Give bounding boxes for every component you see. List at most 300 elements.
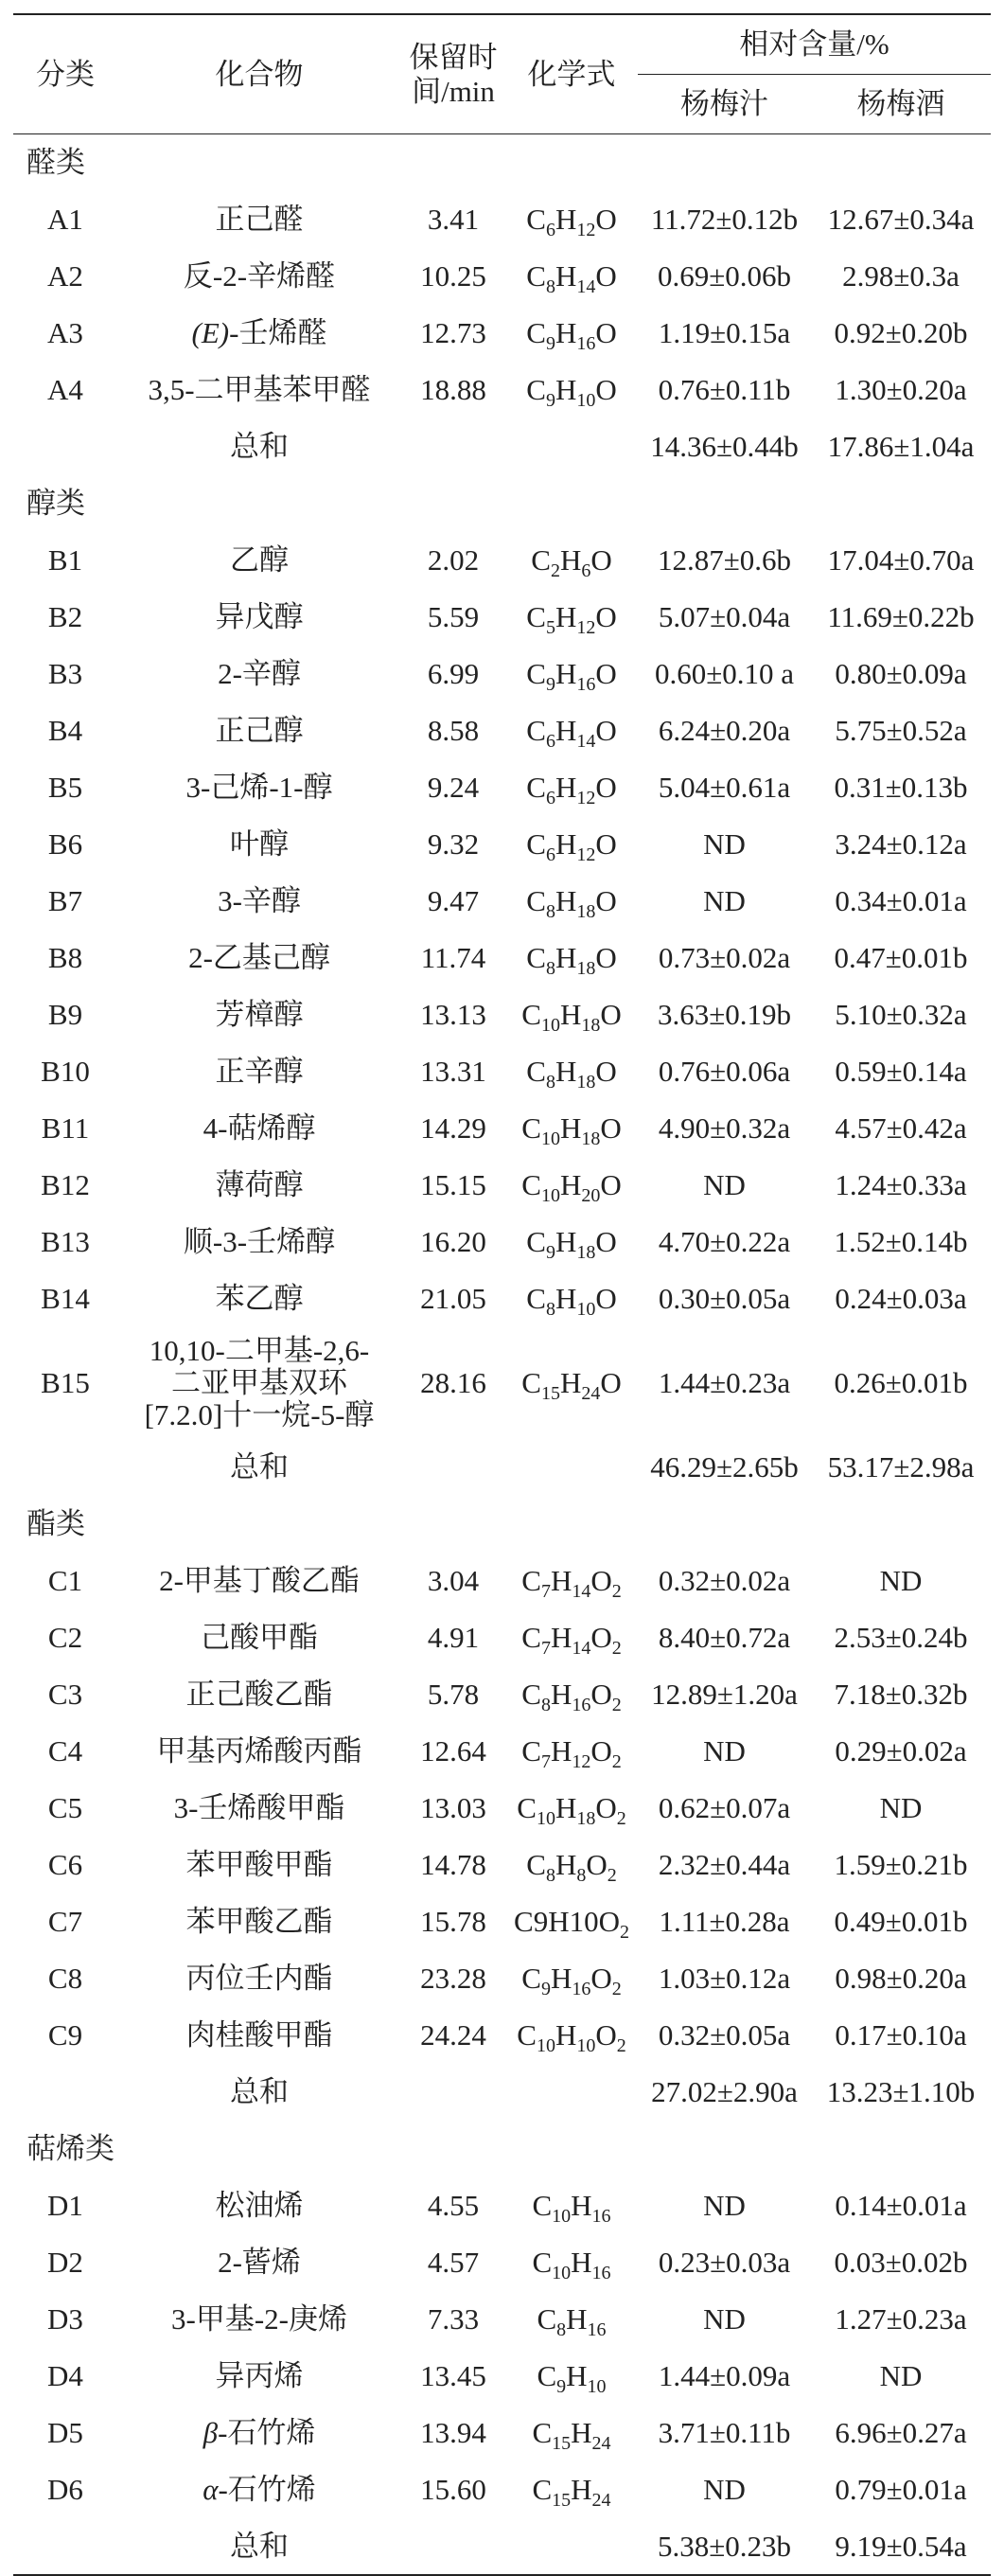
formula-element: C (537, 2359, 557, 2392)
formula-subscript: 9 (545, 1242, 555, 1263)
formula-element: H (571, 2473, 592, 2506)
formula-element: H (555, 827, 577, 861)
cell-juice-content: 0.32±0.02a (658, 1564, 791, 1597)
table-row (13, 702, 991, 759)
cell-compound-name: 乙醇 (230, 543, 289, 577)
formula-subscript: 10 (552, 2206, 572, 2227)
cell-wine-content: 17.04±0.70a (827, 543, 975, 577)
formula-subscript: 14 (576, 731, 596, 752)
formula-subscript: 10 (576, 1299, 596, 1320)
cell-wine-content: 11.69±0.22b (827, 600, 975, 633)
formula-subscript: 15 (552, 2433, 572, 2454)
cell-wine-content: ND (879, 1791, 923, 1824)
cell-retention-time: 24.24 (420, 2018, 486, 2052)
cell-compound-name: 顺-3-壬烯醇 (183, 1225, 336, 1258)
formula-element: C (517, 2018, 537, 2052)
table-row (13, 986, 991, 1043)
formula-element: O (595, 884, 617, 917)
cell-compound-name: 正己醛 (215, 203, 304, 236)
section-title: 酯类 (26, 1507, 85, 1540)
cell-compound-name: 肉桂酸甲酯 (185, 2018, 333, 2052)
cell-juice-content: 0.76±0.11b (658, 373, 791, 406)
cell-formula (505, 702, 638, 759)
formula-subscript: 8 (540, 1695, 551, 1715)
formula-subscript: 6 (545, 788, 555, 808)
formula-subscript: 18 (576, 1242, 596, 1263)
cell-compound-name (117, 2405, 401, 2461)
formula-element: C (521, 1678, 541, 1711)
cell-compound-name: 反-2-辛烯醛 (183, 259, 336, 293)
section-header-row (13, 134, 991, 192)
cell-wine-content: 1.59±0.21b (834, 1848, 968, 1881)
cell-juice-content: 0.62±0.07a (658, 1791, 791, 1824)
cell-wine-content: 0.03±0.02b (834, 2246, 968, 2279)
compound-prefix: (E) (191, 316, 230, 349)
cell-compound-name: 薄荷醇 (215, 1168, 304, 1201)
cell-juice-content: 3.71±0.11b (658, 2416, 791, 2449)
formula-element: O (590, 543, 612, 577)
cell-formula (505, 759, 638, 816)
cell-retention-time: 23.28 (420, 1962, 486, 1995)
total-row (13, 2518, 991, 2575)
total-row (13, 418, 991, 475)
formula-element: H (555, 2018, 577, 2052)
table-row (13, 362, 991, 418)
formula-element: O (595, 1055, 617, 1088)
volatile-compounds-table (13, 13, 991, 2576)
formula-subscript: 9 (545, 674, 555, 695)
formula-subscript: 6 (545, 220, 555, 240)
formula-subscript: 12 (572, 1751, 591, 1772)
formula-subscript: 16 (572, 1695, 591, 1715)
formula-element: H (550, 1678, 572, 1711)
cell-retention-time: 6.99 (427, 657, 480, 690)
table-row (13, 2007, 991, 2064)
formula-element: H (555, 714, 577, 747)
formula-subscript: 9 (545, 390, 555, 411)
cell-juice-content: 0.23±0.03a (658, 2246, 791, 2279)
cell-id: B14 (41, 1282, 90, 1315)
formula-subscript: 10 (536, 1808, 555, 1829)
total-label: 总和 (230, 2075, 289, 2108)
formula-element: C (526, 259, 546, 293)
formula-subscript: 24 (591, 2490, 611, 2511)
cell-compound-name: 异戊醇 (215, 600, 304, 633)
section-header-row (13, 2121, 991, 2177)
formula-element: H (555, 1225, 577, 1258)
cell-id: D6 (47, 2473, 83, 2506)
formula-subscript: 8 (556, 2319, 567, 2340)
cell-formula (505, 873, 638, 930)
section-title: 萜烯类 (26, 2132, 114, 2165)
formula-subscript: 8 (545, 1299, 555, 1320)
cell-id: D3 (47, 2302, 83, 2336)
cell-retention-time: 13.03 (420, 1791, 486, 1824)
cell-id: A2 (47, 259, 83, 293)
cell-juice-content: 0.76±0.06a (658, 1055, 791, 1088)
cell-compound-name: 松油烯 (215, 2189, 304, 2222)
formula-element: O (590, 1564, 612, 1597)
formula-subscript: 7 (540, 1581, 551, 1602)
cell-juice-content: ND (703, 2189, 746, 2222)
section-title: 醛类 (26, 146, 85, 179)
section-header-row (13, 475, 991, 532)
total-juice: 46.29±2.65b (650, 1450, 799, 1483)
cell-formula (505, 191, 638, 248)
formula-subscript: 14 (572, 1581, 591, 1602)
cell-juice-content: 12.87±0.6b (657, 543, 791, 577)
cell-id: B8 (47, 941, 83, 974)
cell-compound-name: 2-乙基己醇 (188, 941, 330, 974)
table-row (13, 1780, 991, 1837)
cell-retention-time: 8.58 (427, 714, 480, 747)
cell-wine-content: 0.79±0.01a (835, 2473, 967, 2506)
cell-formula (505, 305, 638, 362)
cell-id: C8 (47, 1962, 83, 1995)
cell-retention-time: 14.29 (420, 1111, 486, 1145)
cell-retention-time: 7.33 (427, 2302, 480, 2336)
total-wine: 53.17±2.98a (827, 1450, 975, 1483)
formula-subscript: 18 (576, 1808, 596, 1829)
formula-element: C (531, 543, 551, 577)
cell-wine-content: 0.34±0.01a (835, 884, 967, 917)
formula-subscript: 9 (545, 333, 555, 354)
cell-juice-content: 0.30±0.05a (658, 1282, 791, 1315)
cell-empty (505, 418, 638, 475)
formula-subscript: 8 (545, 1072, 555, 1093)
formula-element: O (595, 2018, 617, 2052)
cell-wine-content: 0.59±0.14a (835, 1055, 967, 1088)
cell-juice-content: 0.32±0.05a (658, 2018, 791, 2052)
cell-retention-time: 10.25 (420, 259, 486, 293)
cell-empty (505, 2518, 638, 2575)
cell-wine-content: 3.24±0.12a (835, 827, 967, 861)
formula-subscript: 6 (581, 560, 591, 581)
formula-subscript: 2 (611, 1751, 622, 1772)
formula-subscript: 24 (591, 2433, 611, 2454)
formula-subscript: 14 (576, 276, 596, 297)
cell-formula (505, 1780, 638, 1837)
table-row (13, 930, 991, 986)
cell-wine-content: 5.75±0.52a (835, 714, 967, 747)
cell-empty (401, 418, 505, 475)
cell-compound-name: 芳樟醇 (215, 998, 304, 1031)
formula-element: H (571, 2246, 592, 2279)
cell-formula (505, 1214, 638, 1270)
formula-subscript: 18 (581, 1015, 601, 1036)
formula-subscript: 9 (556, 2376, 567, 2397)
formula-subscript: 10 (540, 1015, 560, 1036)
formula-subscript: 2 (619, 1922, 629, 1943)
cell-retention-time: 5.78 (427, 1678, 480, 1711)
cell-juice-content: ND (703, 884, 746, 917)
cell-formula (505, 2291, 638, 2348)
table-row (13, 1837, 991, 1893)
cell-compound-name: 苯甲酸甲酯 (185, 1848, 333, 1881)
total-wine: 13.23±1.10b (826, 2075, 976, 2108)
cell-id: C1 (47, 1564, 83, 1597)
formula-element: H (566, 2302, 588, 2336)
formula-element: H (555, 1055, 577, 1088)
cell-wine-content: 0.80±0.09a (835, 657, 967, 690)
formula-element: O (590, 1678, 612, 1711)
cell-formula (505, 1666, 638, 1723)
formula-element: C (517, 1791, 537, 1824)
cell-retention-time: 12.73 (420, 316, 486, 349)
formula-subscript: 8 (545, 1865, 555, 1886)
total-label: 总和 (230, 2529, 289, 2563)
cell-juice-content: 1.19±0.15a (658, 316, 791, 349)
formula-element: C (532, 2246, 553, 2279)
cell-juice-content: 6.24±0.20a (658, 714, 791, 747)
formula-element: C (521, 1366, 541, 1399)
cell-formula (505, 1327, 638, 1439)
formula-element: H (555, 941, 577, 974)
cell-id: B11 (41, 1111, 90, 1145)
cell-wine-content: 0.47±0.01b (834, 941, 968, 974)
formula-element: O (595, 373, 617, 406)
cell-compound-name: 2-辛醇 (218, 657, 301, 690)
formula-element: H (555, 316, 577, 349)
cell-compound-name (117, 2461, 401, 2518)
formula-element: H (555, 600, 577, 633)
formula-subscript: 2 (616, 2035, 626, 2056)
total-juice: 27.02±2.90a (651, 2075, 798, 2108)
cell-empty (505, 1439, 638, 1496)
formula-element: O (595, 714, 617, 747)
cell-wine-content: 0.24±0.03a (835, 1282, 967, 1315)
header-category: 分类 (36, 57, 95, 91)
cell-empty (13, 1439, 117, 1496)
header-retention-time-label: 保留时间/min (409, 40, 498, 108)
cell-id: B7 (47, 884, 83, 917)
cell-empty (13, 2064, 117, 2121)
cell-wine-content: 0.14±0.01a (835, 2189, 967, 2222)
cell-empty (505, 2064, 638, 2121)
cell-juice-content: 2.32±0.44a (658, 1848, 791, 1881)
cell-id: C5 (47, 1791, 83, 1824)
formula-element: C (532, 2189, 553, 2222)
compound-prefix: β (203, 2416, 219, 2449)
cell-id: D4 (47, 2359, 83, 2392)
cell-formula (505, 532, 638, 589)
cell-retention-time: 21.05 (420, 1282, 486, 1315)
cell-juice-content: 1.03±0.12a (658, 1962, 791, 1995)
cell-compound-name (117, 305, 401, 362)
formula-element: C (521, 1111, 541, 1145)
cell-id: B5 (47, 771, 83, 804)
cell-compound-name: 10,10-二甲基-2,6-二亚甲基双环[7.2.0]十一烷-5-醇 (144, 1334, 375, 1431)
cell-compound-name: 苯甲酸乙酯 (185, 1905, 333, 1938)
cell-formula (505, 2461, 638, 2518)
formula-subscript: 6 (545, 844, 555, 865)
formula-element: C (526, 203, 546, 236)
formula-element: H (555, 884, 577, 917)
formula-subscript: 8 (545, 901, 555, 922)
cell-compound-name: 苯乙醇 (215, 1282, 304, 1315)
formula-subscript: 10 (576, 390, 596, 411)
cell-compound-name: 正己酸乙酯 (185, 1678, 333, 1711)
formula-subscript: 8 (545, 958, 555, 979)
table-row (13, 191, 991, 248)
formula-element: O (590, 1734, 612, 1768)
header-wine: 杨梅酒 (856, 87, 945, 120)
formula-subscript: 7 (540, 1751, 551, 1772)
cell-formula (505, 1270, 638, 1327)
formula-element: O (595, 1791, 617, 1824)
table-row (13, 1893, 991, 1950)
table-row (13, 759, 991, 816)
volatile-compounds-table-page (13, 13, 991, 2576)
cell-id: D5 (47, 2416, 83, 2449)
compound-rest: -壬烯醛 (229, 316, 327, 349)
formula-subscript: 2 (611, 1638, 622, 1659)
cell-formula (505, 646, 638, 702)
cell-formula (505, 2405, 638, 2461)
header-compound: 化合物 (215, 57, 304, 91)
cell-empty (13, 2518, 117, 2575)
formula-subscript: 15 (540, 1383, 560, 1404)
table-row (13, 2177, 991, 2234)
cell-compound-name: 甲基丙烯酸丙酯 (156, 1734, 362, 1768)
formula-subscript: 7 (540, 1638, 551, 1659)
formula-element: H (566, 2359, 588, 2392)
cell-id: B12 (41, 1168, 90, 1201)
formula-element: C (526, 941, 546, 974)
cell-juice-content: 0.73±0.02a (658, 941, 791, 974)
formula-element: H (550, 1621, 572, 1654)
cell-formula (505, 362, 638, 418)
formula-element: O (595, 771, 617, 804)
formula-subscript: 2 (611, 1581, 622, 1602)
formula-subscript: 18 (576, 958, 596, 979)
section-header-row (13, 1496, 991, 1553)
compound-rest: -石竹烯 (218, 2416, 316, 2449)
header-relative-content: 相对含量/% (638, 14, 991, 75)
cell-juice-content: 1.11±0.28a (659, 1905, 790, 1938)
total-juice: 5.38±0.23b (657, 2529, 791, 2563)
cell-juice-content: 4.90±0.32a (658, 1111, 791, 1145)
formula-element: C (521, 1168, 541, 1201)
formula-element: C (526, 657, 546, 690)
table-row (13, 1100, 991, 1157)
formula-element: C9H10O (514, 1905, 620, 1938)
formula-element: C (526, 714, 546, 747)
table-row (13, 816, 991, 873)
cell-retention-time: 16.20 (420, 1225, 486, 1258)
cell-retention-time: 11.74 (420, 941, 486, 974)
formula-subscript: 10 (536, 2035, 555, 2056)
formula-subscript: 2 (550, 560, 560, 581)
formula-element: H (550, 1564, 572, 1597)
formula-element: O (595, 657, 617, 690)
formula-element: O (595, 1282, 617, 1315)
table-row (13, 873, 991, 930)
cell-juice-content: ND (703, 1734, 746, 1768)
cell-compound-name: 叶醇 (230, 827, 289, 861)
formula-subscript: 16 (587, 2319, 607, 2340)
cell-id: C7 (47, 1905, 83, 1938)
formula-element: C (537, 2302, 557, 2336)
cell-retention-time: 2.02 (427, 543, 480, 577)
formula-element: O (600, 998, 622, 1031)
formula-element: H (555, 1848, 577, 1881)
total-label: 总和 (230, 430, 289, 463)
cell-juice-content: ND (703, 1168, 746, 1201)
total-row (13, 1439, 991, 1496)
table-row (13, 1157, 991, 1214)
cell-id: B6 (47, 827, 83, 861)
cell-id: A3 (47, 316, 83, 349)
cell-formula (505, 1893, 638, 1950)
cell-wine-content: 0.29±0.02a (835, 1734, 967, 1768)
formula-element: H (550, 1734, 572, 1768)
cell-formula (505, 986, 638, 1043)
cell-retention-time: 4.91 (427, 1621, 480, 1654)
cell-compound-name: 2-甲基丁酸乙酯 (159, 1564, 360, 1597)
cell-id: A4 (47, 373, 83, 406)
cell-retention-time: 9.24 (427, 771, 480, 804)
compound-prefix: α (203, 2473, 219, 2506)
cell-retention-time: 9.47 (427, 884, 480, 917)
formula-element: O (595, 827, 617, 861)
table-row (13, 1214, 991, 1270)
table-row (13, 1666, 991, 1723)
cell-wine-content: 4.57±0.42a (835, 1111, 967, 1145)
formula-element: O (595, 203, 617, 236)
formula-element: O (595, 600, 617, 633)
cell-formula (505, 1609, 638, 1666)
cell-id: B9 (47, 998, 83, 1031)
formula-element: C (521, 1734, 541, 1768)
formula-element: H (571, 2189, 592, 2222)
cell-juice-content: 3.63±0.19b (657, 998, 791, 1031)
cell-wine-content: 1.27±0.23a (835, 2302, 967, 2336)
formula-element: C (521, 1564, 541, 1597)
cell-retention-time: 12.64 (420, 1734, 486, 1768)
formula-subscript: 6 (545, 731, 555, 752)
formula-subscript: 10 (540, 1128, 560, 1149)
table-row (13, 1327, 991, 1439)
formula-subscript: 10 (587, 2376, 607, 2397)
formula-element: C (526, 1848, 546, 1881)
cell-retention-time: 13.13 (420, 998, 486, 1031)
cell-formula (505, 589, 638, 646)
cell-juice-content: 5.07±0.04a (658, 600, 791, 633)
cell-juice-content: 12.89±1.20a (651, 1678, 798, 1711)
cell-compound-name: 4-萜烯醇 (203, 1111, 316, 1145)
formula-element: H (555, 771, 577, 804)
cell-wine-content: ND (879, 2359, 923, 2392)
total-juice: 14.36±0.44b (650, 430, 799, 463)
cell-wine-content: 2.53±0.24b (834, 1621, 968, 1654)
cell-formula (505, 1723, 638, 1780)
cell-formula (505, 1837, 638, 1893)
table-row (13, 2291, 991, 2348)
total-label: 总和 (230, 1450, 289, 1483)
table-row (13, 248, 991, 305)
formula-subscript: 16 (576, 333, 596, 354)
cell-wine-content: 0.26±0.01b (834, 1366, 968, 1399)
cell-empty (401, 1439, 505, 1496)
section-title: 醇类 (26, 487, 85, 520)
cell-formula (505, 1553, 638, 1609)
cell-formula (505, 248, 638, 305)
formula-element: O (595, 941, 617, 974)
cell-compound-name: 3,5-二甲基苯甲醛 (148, 373, 371, 406)
cell-retention-time: 15.15 (420, 1168, 486, 1201)
cell-wine-content: 2.98±0.3a (842, 259, 960, 293)
